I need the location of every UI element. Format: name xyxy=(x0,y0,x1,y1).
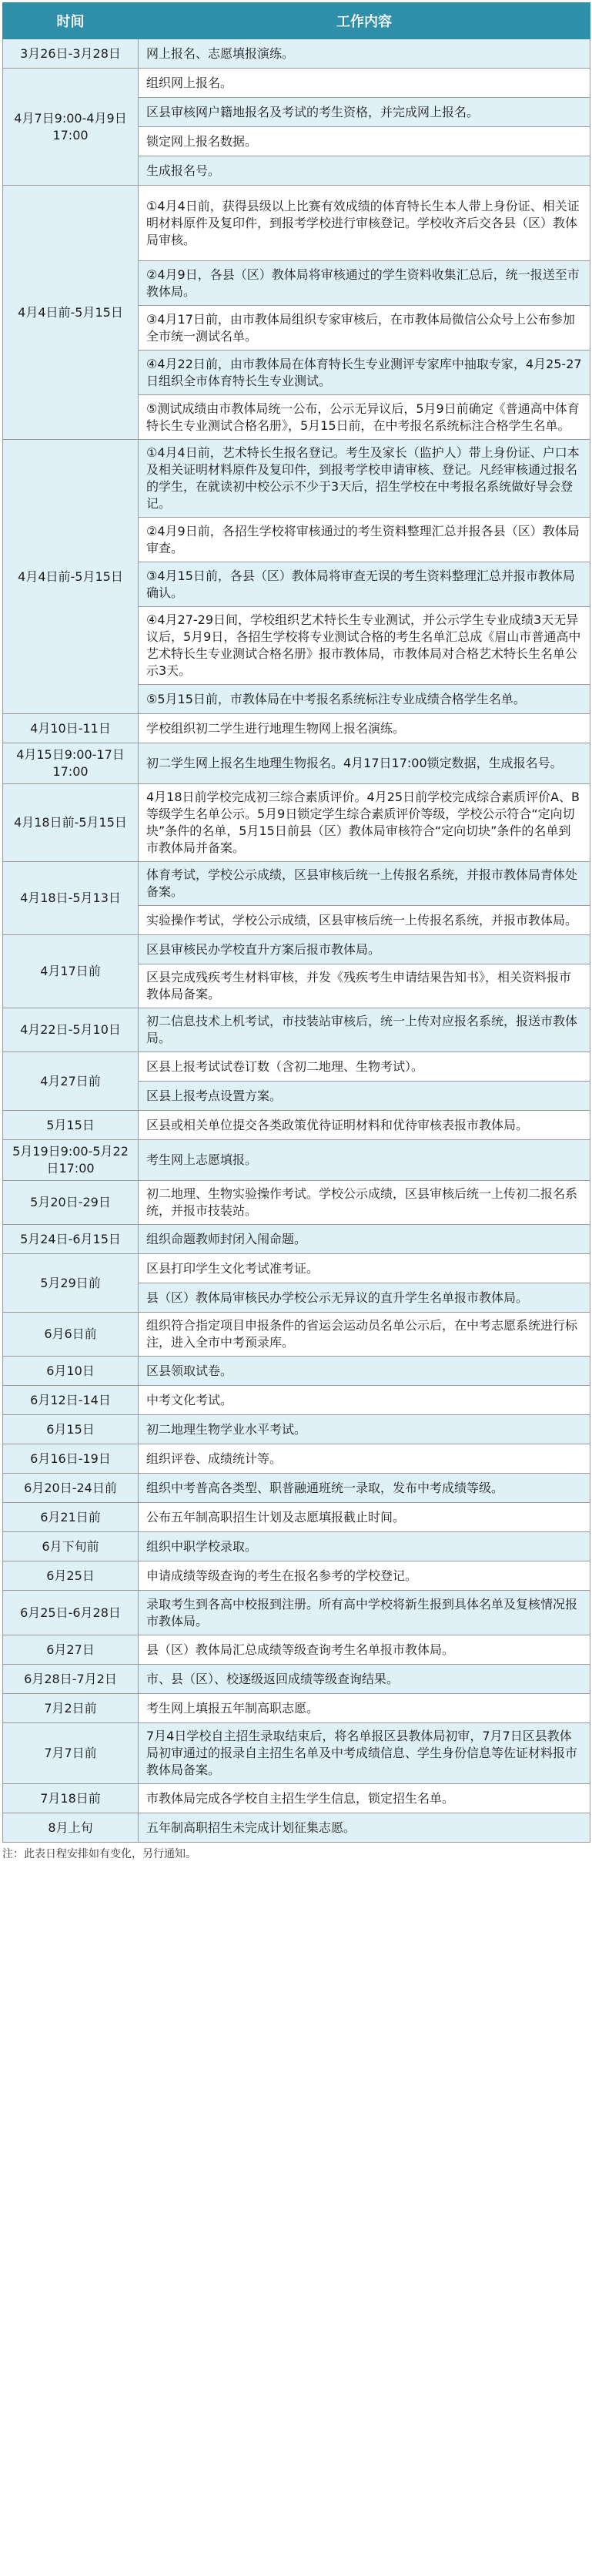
time-cell: 7月7日前 xyxy=(3,1723,139,1784)
content-cell: 组织命题教师封闭入闱命题。 xyxy=(139,1225,590,1254)
content-cell: 考生网上志愿填报。 xyxy=(139,1140,590,1181)
table-row xyxy=(3,1723,590,1784)
table-row xyxy=(3,743,590,784)
table-row xyxy=(3,1357,590,1386)
content-cell: ④4月27-29日间，学校组织艺术特长生专业测试，并公示学生专业成绩3天无异议后，5月9日，各招生学校将专业测试合格的考生名单汇总成《眉山市普通高中艺术特长生专业测试合格名册》报市教体局，市教体局对合格艺术特长生名单公示3天。 xyxy=(139,607,590,685)
table-row xyxy=(3,1665,590,1694)
content-cell: 组织中考普高各类型、职普融通班统一录取，发布中考成绩等级。 xyxy=(139,1474,590,1503)
time-cell: 7月18日前 xyxy=(3,1784,139,1813)
table-row xyxy=(3,440,590,518)
table-row xyxy=(3,1313,590,1357)
time-cell: 7月2日前 xyxy=(3,1694,139,1723)
content-cell: 市、县（区）、校逐级返回成绩等级查询结果。 xyxy=(139,1665,590,1694)
content-cell: 考生网上填报五年制高职志愿。 xyxy=(139,1694,590,1723)
table-row xyxy=(3,935,590,964)
content-cell: 学校组织初二学生进行地理生物网上报名演练。 xyxy=(139,714,590,743)
content-cell: 录取考生到各高中校报到注册。所有高中学校将新生报到具体名单及复核情况报市教体局。 xyxy=(139,1591,590,1635)
table-row xyxy=(3,1415,590,1444)
table-row xyxy=(3,1532,590,1561)
content-cell: ①4月4日前，获得县级以上比赛有效成绩的体育特长生本人带上身份证、相关证明材料原件及复印件，到报考学校进行审核登记。学校收齐后交各县（区）教体局审核。 xyxy=(139,186,590,261)
time-cell: 6月25日-6月28日 xyxy=(3,1591,139,1635)
table-row xyxy=(3,1784,590,1813)
content-cell: 中考文化考试。 xyxy=(139,1386,590,1415)
time-cell: 6月下旬前 xyxy=(3,1532,139,1561)
content-cell: 申请成绩等级查询的考生在报名参考的学校登记。 xyxy=(139,1561,590,1591)
time-cell: 4月4日前-5月15日 xyxy=(3,440,139,714)
content-cell: ⑤5月15日前，市教体局在中考报名系统标注专业成绩合格学生名单。 xyxy=(139,685,590,714)
table-row xyxy=(3,186,590,261)
content-cell: 区县审核民办学校直升方案后报市教体局。 xyxy=(139,935,590,964)
time-cell: 6月16日-19日 xyxy=(3,1444,139,1474)
table-row xyxy=(3,1181,590,1225)
content-cell: 4月18日前学校完成初三综合素质评价。4月25日前学校完成综合素质评价A、B等级学生名单公示。5月9日锁定学生综合素质评价等级，学校公示符合“定向切块”条件的名单，5月15日前县（区）教体局审核符合“定向切块”条件的名单到市教体局并备案。 xyxy=(139,784,590,862)
time-cell: 5月24日-6月15日 xyxy=(3,1225,139,1254)
content-cell: 生成报名号。 xyxy=(139,156,590,186)
content-cell: 初二学生网上报名生地理生物报名。4月17日17:00锁定数据，生成报名号。 xyxy=(139,743,590,784)
content-cell: 五年制高职招生未完成计划征集志愿。 xyxy=(139,1813,590,1843)
content-cell: 公布五年制高职招生计划及志愿填报截止时间。 xyxy=(139,1503,590,1532)
table-row xyxy=(3,862,590,906)
table-body xyxy=(3,39,590,1843)
content-cell: 初二信息技术上机考试，市技装站审核后，统一上传对应报名系统，报送市教体局。 xyxy=(139,1008,590,1052)
content-cell: ③4月17日前，由市教体局组织专家审核后，在市教体局微信公众号上公布参加全市统一测试名单。 xyxy=(139,306,590,351)
table-row xyxy=(3,1561,590,1591)
table-row xyxy=(3,784,590,862)
table-row xyxy=(3,714,590,743)
time-cell: 5月20日-29日 xyxy=(3,1181,139,1225)
table-row xyxy=(3,1386,590,1415)
time-cell: 6月15日 xyxy=(3,1415,139,1444)
content-cell: 初二地理、生物实验操作考试。学校公示成绩，区县审核后统一上传初二报名系统，并报市技装站。 xyxy=(139,1181,590,1225)
time-cell: 4月22日-5月10日 xyxy=(3,1008,139,1052)
table-row xyxy=(3,1225,590,1254)
time-cell: 8月上旬 xyxy=(3,1813,139,1843)
header-row xyxy=(3,3,590,39)
table-row xyxy=(3,1635,590,1665)
content-cell: ⑤测试成绩由市教体局统一公布，公示无异议后，5月9日前确定《普通高中体育特长生专业测试合格名册》，5月15日前，在中考报名系统标注合格学生名单。 xyxy=(139,395,590,440)
time-cell: 6月27日 xyxy=(3,1635,139,1665)
time-cell: 6月25日 xyxy=(3,1561,139,1591)
content-cell: ②4月9日，各县（区）教体局将审核通过的学生资料收集汇总后，统一报送至市教体局。 xyxy=(139,261,590,306)
content-cell: 网上报名、志愿填报演练。 xyxy=(139,39,590,69)
table-row xyxy=(3,1474,590,1503)
time-cell: 3月26日-3月28日 xyxy=(3,39,139,69)
content-cell: ③4月15日前，各县（区）教体局将审查无误的考生资料整理汇总并报市教体局确认。 xyxy=(139,562,590,607)
time-cell: 6月12日-14日 xyxy=(3,1386,139,1415)
table-row xyxy=(3,1503,590,1532)
schedule-table xyxy=(2,2,590,1843)
time-cell: 6月10日 xyxy=(3,1357,139,1386)
table-row xyxy=(3,1111,590,1140)
table-row xyxy=(3,1444,590,1474)
table-row xyxy=(3,69,590,98)
content-cell: 7月4日学校自主招生录取结束后，将名单报区县教体局初审，7月7日区县教体局初审通过的报录自主招生名单及中考成绩信息、学生身份信息等佐证材料报市教体局备案。 xyxy=(139,1723,590,1784)
content-cell: 初二地理生物学业水平考试。 xyxy=(139,1415,590,1444)
content-cell: 区县审核网户籍地报名及考试的考生资格，并完成网上报名。 xyxy=(139,98,590,127)
content-cell: 组织中职学校录取。 xyxy=(139,1532,590,1561)
content-cell: 组织网上报名。 xyxy=(139,69,590,98)
time-cell: 4月18日-5月13日 xyxy=(3,862,139,935)
content-cell: 体育考试，学校公示成绩，区县审核后统一上传报名系统，并报市教体局青体处备案。 xyxy=(139,862,590,906)
footnote: 注：此表日程安排如有变化，另行通知。 xyxy=(2,1848,196,1860)
header-content: 工作内容 xyxy=(139,3,590,39)
time-cell: 5月19日9:00-5月22日17:00 xyxy=(3,1140,139,1181)
time-cell: 4月18日前-5月15日 xyxy=(3,784,139,862)
content-cell: 区县完成残疾考生材料审核，并发《残疾考生申请结果告知书》，相关资料报市教体局备案。 xyxy=(139,964,590,1008)
content-cell: 组织评卷、成绩统计等。 xyxy=(139,1444,590,1474)
time-cell: 4月15日9:00-17日17:00 xyxy=(3,743,139,784)
content-cell: 区县或相关单位提交各类政策优待证明材料和优待审核表报市教体局。 xyxy=(139,1111,590,1140)
content-cell: 区县上报考试试卷订数（含初二地理、生物考试）。 xyxy=(139,1052,590,1082)
content-cell: 实验操作考试，学校公示成绩，区县审核后统一上传报名系统，并报市教体局。 xyxy=(139,906,590,935)
table-row xyxy=(3,1008,590,1052)
content-cell: 区县上报考点设置方案。 xyxy=(139,1082,590,1111)
table-row xyxy=(3,1140,590,1181)
content-cell: 区县领取试卷。 xyxy=(139,1357,590,1386)
header-time: 时间 xyxy=(3,3,139,39)
time-cell: 5月15日 xyxy=(3,1111,139,1140)
content-cell: 县（区）教体局审核民办学校公示无异议的直升学生名单报市教体局。 xyxy=(139,1283,590,1313)
content-cell: ④4月22日前，由市教体局在体育特长生专业测评专家库中抽取专家，4月25-27日组织全市体育特长生专业测试。 xyxy=(139,351,590,395)
content-cell: 县（区）教体局汇总成绩等级查询考生名单报市教体局。 xyxy=(139,1635,590,1665)
time-cell: 4月4日前-5月15日 xyxy=(3,186,139,440)
time-cell: 6月28日-7月2日 xyxy=(3,1665,139,1694)
table-row xyxy=(3,1254,590,1283)
table-row xyxy=(3,39,590,69)
time-cell: 4月27日前 xyxy=(3,1052,139,1111)
content-cell: 组织符合指定项目申报条件的省运会运动员名单公示后，在中考志愿系统进行标注，进入全市中考预录库。 xyxy=(139,1313,590,1357)
table-row xyxy=(3,1694,590,1723)
time-cell: 4月17日前 xyxy=(3,935,139,1008)
content-cell: ②4月9日前，各招生学校将审核通过的考生资料整理汇总并报各县（区）教体局审查。 xyxy=(139,518,590,562)
time-cell: 6月6日前 xyxy=(3,1313,139,1357)
content-cell: 区县打印学生文化考试准考证。 xyxy=(139,1254,590,1283)
time-cell: 4月7日9:00-4月9日17:00 xyxy=(3,69,139,186)
table-row xyxy=(3,1052,590,1082)
table-row xyxy=(3,1813,590,1843)
time-cell: 6月21日前 xyxy=(3,1503,139,1532)
content-cell: 锁定网上报名数据。 xyxy=(139,127,590,156)
content-cell: ①4月4日前，艺术特长生报名登记。考生及家长（监护人）带上身份证、户口本及相关证明材料原件及复印件，到报考学校申请审核、登记。凡经审核通过报名的学生，在就读初中校公示不少于3天后，招生学校在中考报名系统做好导会登记。 xyxy=(139,440,590,518)
time-cell: 5月29日前 xyxy=(3,1254,139,1313)
table-row xyxy=(3,1591,590,1635)
time-cell: 4月10日-11日 xyxy=(3,714,139,743)
content-cell: 市教体局完成各学校自主招生学生信息，锁定招生名单。 xyxy=(139,1784,590,1813)
time-cell: 6月20日-24日前 xyxy=(3,1474,139,1503)
